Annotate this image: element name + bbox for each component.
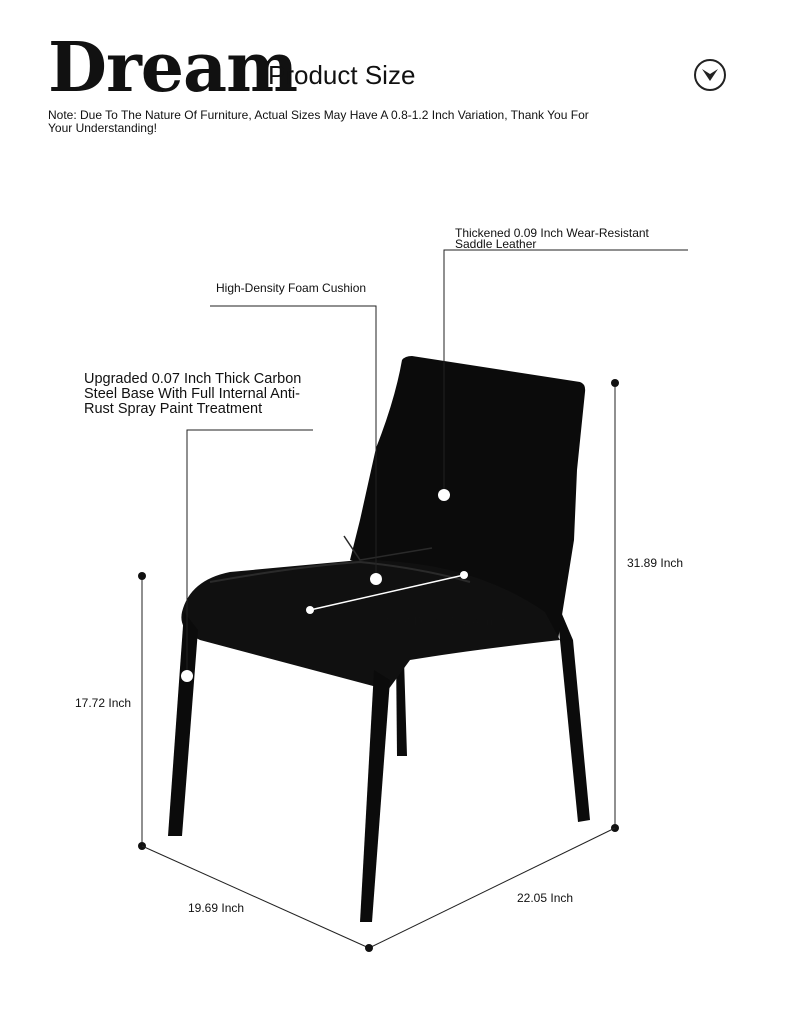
front-leg-left [168, 612, 198, 836]
front-leg-right [360, 670, 390, 922]
leather-point [438, 489, 450, 501]
foam-leader [210, 306, 376, 578]
page-title: Product Size [268, 60, 416, 90]
foam-callout: High-Density Foam Cushion [216, 281, 367, 295]
height-top-point [611, 379, 619, 387]
width-dimension: 19.69 Inch [188, 901, 245, 915]
depth-dimension: 22.05 Inch [517, 891, 574, 905]
seat-height-dimension: 17.72 Inch [75, 696, 132, 710]
seat-depth-point-front [306, 606, 314, 614]
leather-callout: Thickened 0.09 Inch Wear-Resistant Saddle Leather [455, 226, 649, 251]
seat-height-top-point [138, 572, 146, 580]
height-dimension: 31.89 Inch [627, 556, 684, 570]
depth-line [369, 828, 615, 948]
base-front-point [365, 944, 373, 952]
size-variation-note: Note: Due To The Nature Of Furniture, Actual Sizes May Have A 0.8-1.2 Inch Variation, Thank You For Your Understanding! [48, 108, 589, 135]
steel-point [181, 670, 193, 682]
width-line [142, 846, 369, 948]
back-leg-right [556, 600, 590, 822]
steel-callout: Upgraded 0.07 Inch Thick Carbon Steel Base With Full Internal Anti-Rust Spray Paint Treatment [84, 371, 302, 417]
seat-depth-dimension: Seat Depth 16.54 Inch [386, 614, 506, 628]
foam-point [370, 573, 382, 585]
seat-depth-point-back [460, 571, 468, 579]
brand-logo: Dream [48, 28, 298, 108]
